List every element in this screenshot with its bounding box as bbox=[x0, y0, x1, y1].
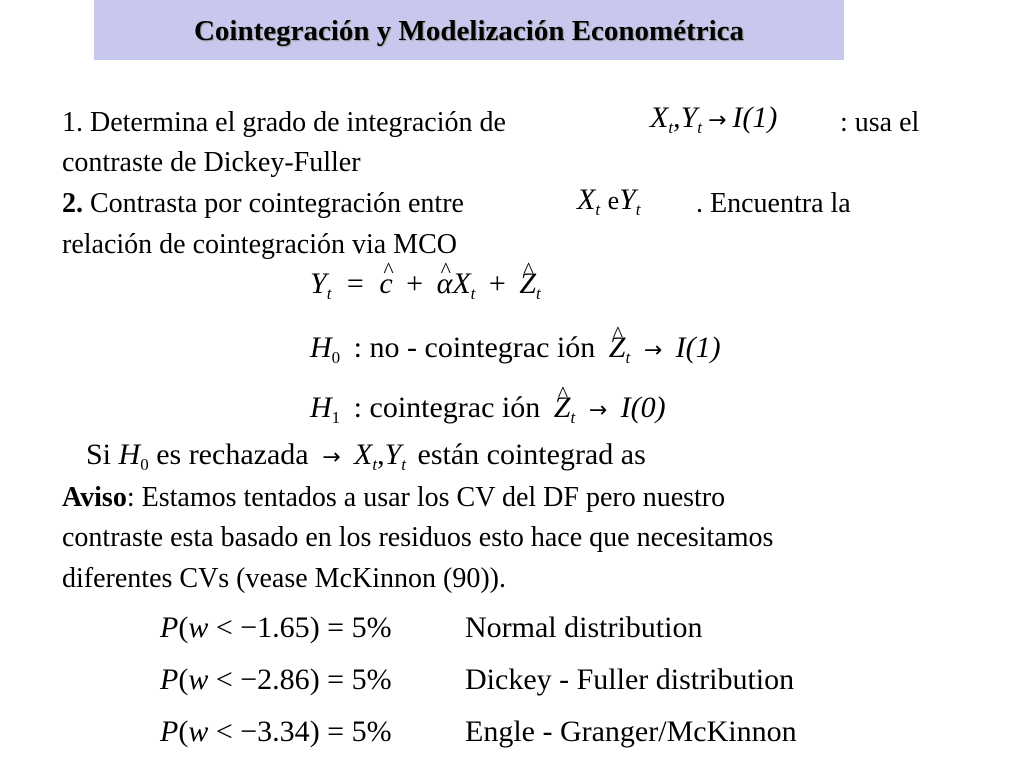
step2-prefix: Contrasta por cointegración entre bbox=[83, 188, 464, 219]
rejection-line: Si $H_0$ es rechazada → $X_t,Y_t$ están cointegrad as bbox=[86, 438, 646, 474]
aviso-line2: contraste esta basado en los residuos esto hace que necesitamos bbox=[62, 522, 774, 553]
hypothesis-h0: $H_0$ : no - cointegrac ión ^ $Z_t \to I(1)$ bbox=[310, 330, 721, 376]
probability-row: P(w < −3.34) = 5% bbox=[160, 715, 392, 748]
aviso-line3: diferentes CVs (vease McKinnon (90)). bbox=[62, 563, 506, 594]
probability-row: P(w < −2.86) = 5% bbox=[160, 663, 392, 696]
slide-title: Cointegración y Modelización Econométrica bbox=[193, 15, 745, 47]
hypothesis-h1: $H_1$ : cointegrac ión ^ $Z_t \to I(0)$ bbox=[310, 390, 666, 436]
step1-arrow: → bbox=[707, 108, 727, 133]
step1-var-x: X bbox=[650, 101, 669, 134]
distribution-label: Dickey - Fuller distribution bbox=[465, 663, 795, 696]
step1-integration: I(1) bbox=[732, 101, 778, 134]
distribution-label: Normal distribution bbox=[465, 611, 703, 644]
step2-text bbox=[62, 187, 464, 221]
step1-line2: contraste de Dickey-Fuller bbox=[62, 147, 361, 178]
distribution-label: Engle - Granger/McKinnon bbox=[465, 715, 797, 748]
title-banner bbox=[94, 0, 844, 60]
step2-suffix: . Encuentra la bbox=[696, 188, 851, 219]
step2-math: $X_t$ $eY_t$ bbox=[577, 183, 641, 219]
step1-var-y: Y bbox=[680, 101, 698, 134]
step2-number: 2. bbox=[62, 188, 83, 219]
step1-prefix: 1. Determina el grado de integración de bbox=[62, 107, 506, 138]
step1-math: $X_t,Y_t \to I(1)$ bbox=[650, 101, 778, 137]
aviso-label: Aviso bbox=[62, 482, 127, 513]
probability-row: P(w < −1.65) = 5% bbox=[160, 611, 392, 644]
aviso-line1: Aviso: Estamos tentados a usar los CV del DF pero nuestro bbox=[62, 482, 726, 513]
step1-suffix: : usa el bbox=[840, 107, 920, 138]
step1-text bbox=[62, 106, 506, 140]
cointegration-equation: $Y_t$ = ^ c + ^ $\alpha X_t$ + ^ $Z_t$ bbox=[310, 266, 541, 312]
step2-line2: relación de cointegración via MCO bbox=[62, 229, 457, 260]
